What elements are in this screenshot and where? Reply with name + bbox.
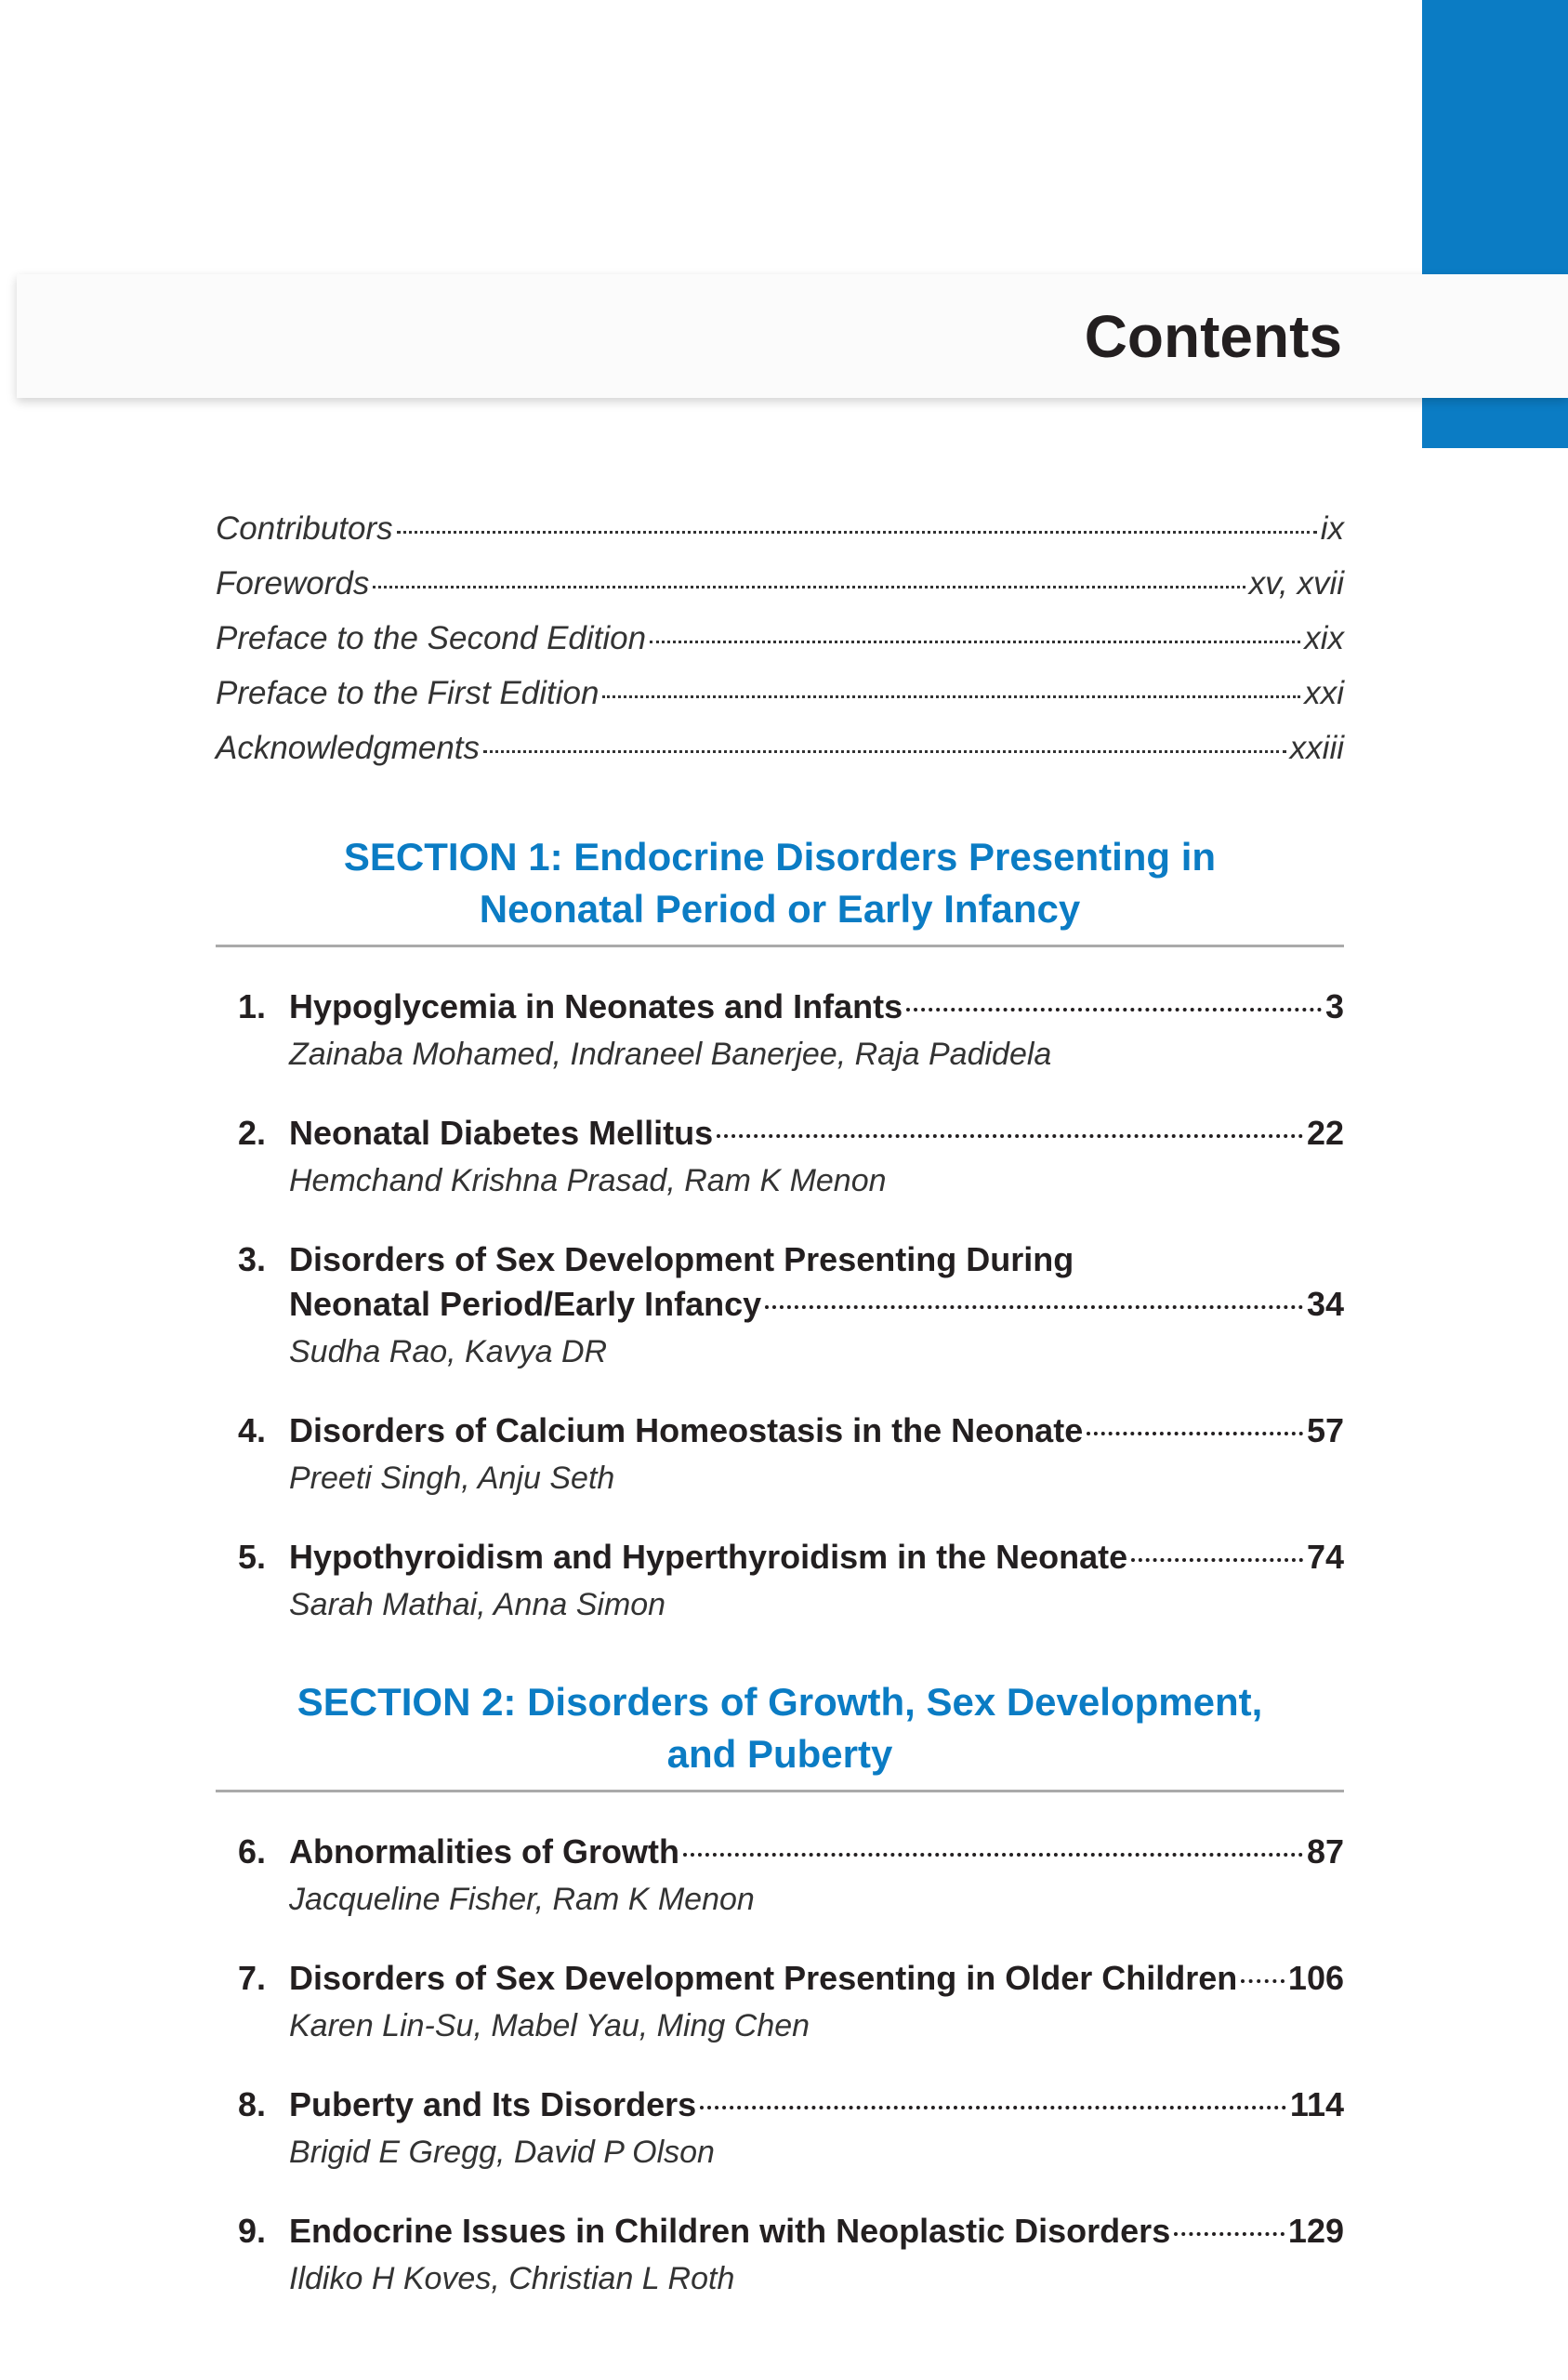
page-number: 114 [1289, 2085, 1344, 2123]
chapter-authors: Hemchand Krishna Prasad, Ram K Menon [289, 1163, 887, 1198]
dot-leader [397, 531, 1317, 534]
chapter-authors: Sudha Rao, Kavya DR [289, 1334, 608, 1369]
chapter-title: Puberty and Its Disorders [289, 2085, 697, 2123]
section-title [216, 1676, 1344, 1780]
chapter-authors: Sarah Mathai, Anna Simon [289, 1587, 666, 1622]
contents-list [216, 510, 1344, 2304]
page-number: xv, xvii [1248, 565, 1344, 602]
chapter-authors: Karen Lin-Su, Mabel Yau, Ming Chen [289, 2008, 810, 2043]
chapter-title: Disorders of Calcium Homeostasis in the Neonate [289, 1411, 1084, 1449]
front-matter-item[interactable] [216, 620, 1344, 675]
chapter-title: Endocrine Issues in Children with Neoplastic Disorders [289, 2212, 1171, 2250]
front-matter-label: Acknowledgments [216, 730, 481, 766]
page-number: xxi [1304, 675, 1344, 711]
dot-leader [373, 586, 1245, 588]
page-number: 57 [1306, 1411, 1344, 1449]
section-divider [216, 945, 1344, 947]
chapter-title: Disorders of Sex Development Presenting in Older Children [289, 1959, 1238, 1997]
section-heading-1 [216, 831, 1344, 947]
page-number: xxiii [1289, 730, 1344, 766]
chapter-entry[interactable] [216, 985, 1344, 1079]
front-matter-label: Forewords [216, 565, 370, 602]
front-matter-label: Preface to the Second Edition [216, 620, 647, 656]
chapter-number: 8. [238, 2085, 267, 2123]
dot-leader [602, 695, 1300, 698]
chapter-entry[interactable] [216, 1956, 1344, 2051]
chapter-tab-top [1422, 0, 1568, 274]
chapter-number: 9. [238, 2212, 267, 2250]
page-number: xix [1304, 620, 1344, 656]
page-number: 3 [1324, 987, 1344, 1025]
front-matter-item[interactable] [216, 565, 1344, 620]
chapter-tab-bottom [1422, 398, 1568, 448]
dot-leader [1131, 1558, 1303, 1562]
page-number: 106 [1287, 1959, 1344, 1997]
dot-leader [700, 2106, 1286, 2109]
chapter-number: 7. [238, 1959, 267, 1997]
chapter-number: 5. [238, 1538, 267, 1576]
section-title-line: SECTION 1: Endocrine Disorders Presenting in [343, 835, 1217, 879]
section-title-line: and Puberty [666, 1732, 893, 1776]
chapter-title: Neonatal Diabetes Mellitus [289, 1114, 714, 1152]
chapter-authors: Jacqueline Fisher, Ram K Menon [289, 1882, 755, 1917]
chapter-authors: Ildiko H Koves, Christian L Roth [289, 2261, 735, 2296]
chapter-number: 4. [238, 1411, 267, 1449]
chapter-entry[interactable] [216, 2209, 1344, 2304]
page-number: 34 [1306, 1285, 1344, 1323]
chapter-entry[interactable] [216, 1111, 1344, 1206]
section-title-line: SECTION 2: Disorders of Growth, Sex Development, [296, 1680, 1263, 1724]
front-matter-item[interactable] [216, 730, 1344, 785]
page-number: 129 [1287, 2212, 1344, 2250]
dot-leader [1174, 2232, 1285, 2236]
page-number: ix [1320, 510, 1344, 547]
section-divider [216, 1790, 1344, 1792]
dot-leader [765, 1305, 1303, 1309]
page-title: Contents [1084, 303, 1342, 370]
dot-leader [1241, 1979, 1285, 1983]
chapter-title: Hypothyroidism and Hyperthyroidism in the Neonate [289, 1538, 1128, 1576]
chapter-title: Hypoglycemia in Neonates and Infants [289, 987, 903, 1025]
dot-leader [1087, 1432, 1303, 1435]
front-matter-list [216, 510, 1344, 785]
chapter-entry[interactable] [216, 1535, 1344, 1630]
dot-leader [683, 1853, 1303, 1857]
chapter-entry[interactable] [216, 1237, 1344, 1377]
chapter-title: Neonatal Period/Early Infancy [289, 1285, 762, 1323]
chapter-title: Abnormalities of Growth [289, 1832, 680, 1871]
chapter-number: 6. [238, 1832, 267, 1871]
chapter-number: 1. [238, 987, 267, 1025]
dot-leader [906, 1008, 1322, 1012]
dot-leader [483, 750, 1286, 753]
front-matter-item[interactable] [216, 510, 1344, 565]
chapter-entry[interactable] [216, 1408, 1344, 1503]
section-heading-2 [216, 1676, 1344, 1792]
chapter-title-line1: Disorders of Sex Development Presenting During [289, 1240, 1074, 1278]
front-matter-item[interactable] [216, 675, 1344, 730]
front-matter-label: Preface to the First Edition [216, 675, 600, 711]
chapter-entry[interactable] [216, 2082, 1344, 2177]
dot-leader [717, 1134, 1303, 1138]
chapter-authors: Brigid E Gregg, David P Olson [289, 2135, 715, 2170]
section-title [216, 831, 1344, 935]
page-number: 74 [1306, 1538, 1344, 1576]
chapter-entry[interactable] [216, 1830, 1344, 1924]
chapter-number: 3. [238, 1240, 267, 1278]
section-title-line: Neonatal Period or Early Infancy [479, 887, 1081, 931]
page-number: 87 [1306, 1832, 1344, 1871]
front-matter-label: Contributors [216, 510, 393, 547]
page-number: 22 [1306, 1114, 1344, 1152]
chapter-number: 2. [238, 1114, 267, 1152]
chapter-authors: Preeti Singh, Anju Seth [289, 1461, 615, 1496]
chapter-authors: Zainaba Mohamed, Indraneel Banerjee, Raja Padidela [289, 1037, 1052, 1072]
dot-leader [650, 641, 1300, 643]
